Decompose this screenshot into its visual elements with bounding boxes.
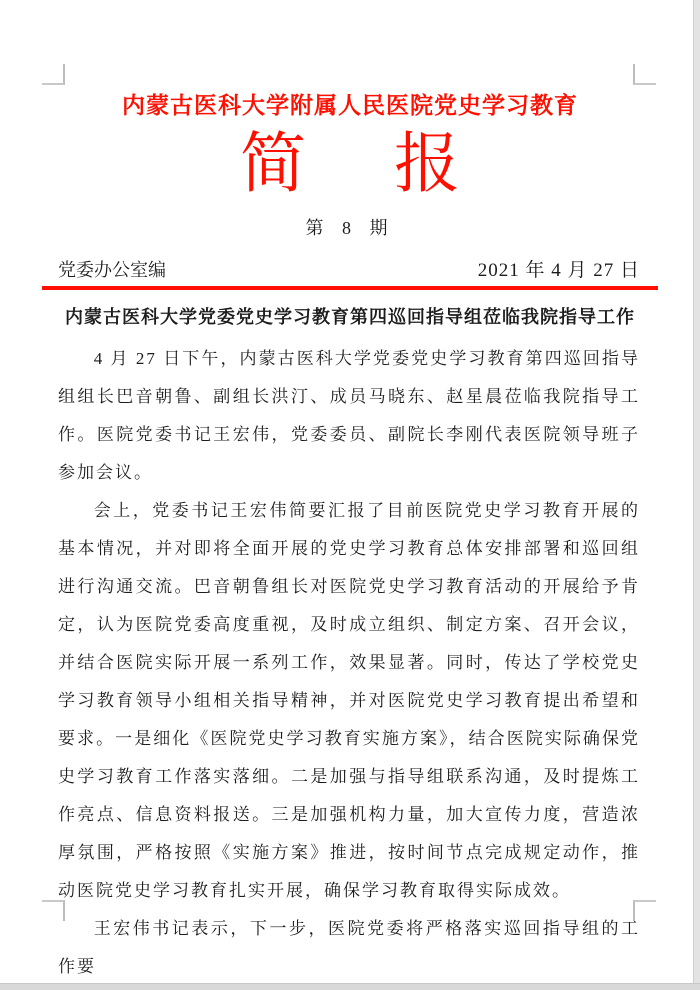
article-body <box>58 340 640 986</box>
page-right-edge <box>693 0 700 990</box>
page-bottom-edge <box>0 983 700 990</box>
article-headline: 内蒙古医科大学党委党史学习教育第四巡回指导组莅临我院指导工作 <box>65 307 635 327</box>
date-label: 2021 年 4 月 27 日 <box>477 260 640 281</box>
issue-number: 第 8 期 <box>305 218 395 238</box>
editor-label: 党委办公室编 <box>58 260 166 280</box>
masthead-title: 内蒙古医科大学附属人民医院党史学习教育 <box>122 92 578 118</box>
text-boundary-mark-top-right <box>633 64 656 85</box>
bulletin-title-char-1: 简 <box>240 128 306 201</box>
red-divider-line <box>42 286 658 290</box>
bulletin-title <box>0 126 700 204</box>
body-paragraph: 4 月 27 日下午，内蒙古医科大学党委党史学习教育第四巡回指导组组长巴音朝鲁、副组长洪汀、成员马晓东、赵星晨莅临我院指导工作。医院党委书记王宏伟，党委委员、副院长李刚代表医院领导班子参加会议。 <box>58 349 640 482</box>
body-paragraph: 王宏伟书记表示，下一步，医院党委将严格落实巡回指导组的工作要 <box>58 919 640 976</box>
body-paragraph: 会上，党委书记王宏伟简要汇报了目前医院党史学习教育开展的基本情况，并对即将全面开展的党史学习教育总体安排部署和巡回组进行沟通交流。巴音朝鲁组长对医院党史学习教育活动的开展给予肯定，认为医院党委高度重视，及时成立组织、制定方案、召开会议，并结合医院实际开展一系列工作，效果显著。同时，传达了学校党史学习教育领导小组相关指导精神，并对医院党史学习教育提出希望和要求。一是细化《医院党史学习教育实施方案》，结合医院实际确保党史学习教育工作落实落细。二是加强与指导组联系沟通，及时提炼工作亮点、信息资料报送。三是加强机构力量，加大宣传力度，营造浓厚氛围，严格按照《实施方案》推进，按时间节点完成规定动作，推动医院党史学习教育扎实开展，确保学习教育取得实际成效。 <box>58 501 640 900</box>
text-boundary-mark-top-left <box>42 64 65 85</box>
editor-date-row <box>58 255 640 282</box>
bulletin-title-char-2: 报 <box>394 128 460 201</box>
